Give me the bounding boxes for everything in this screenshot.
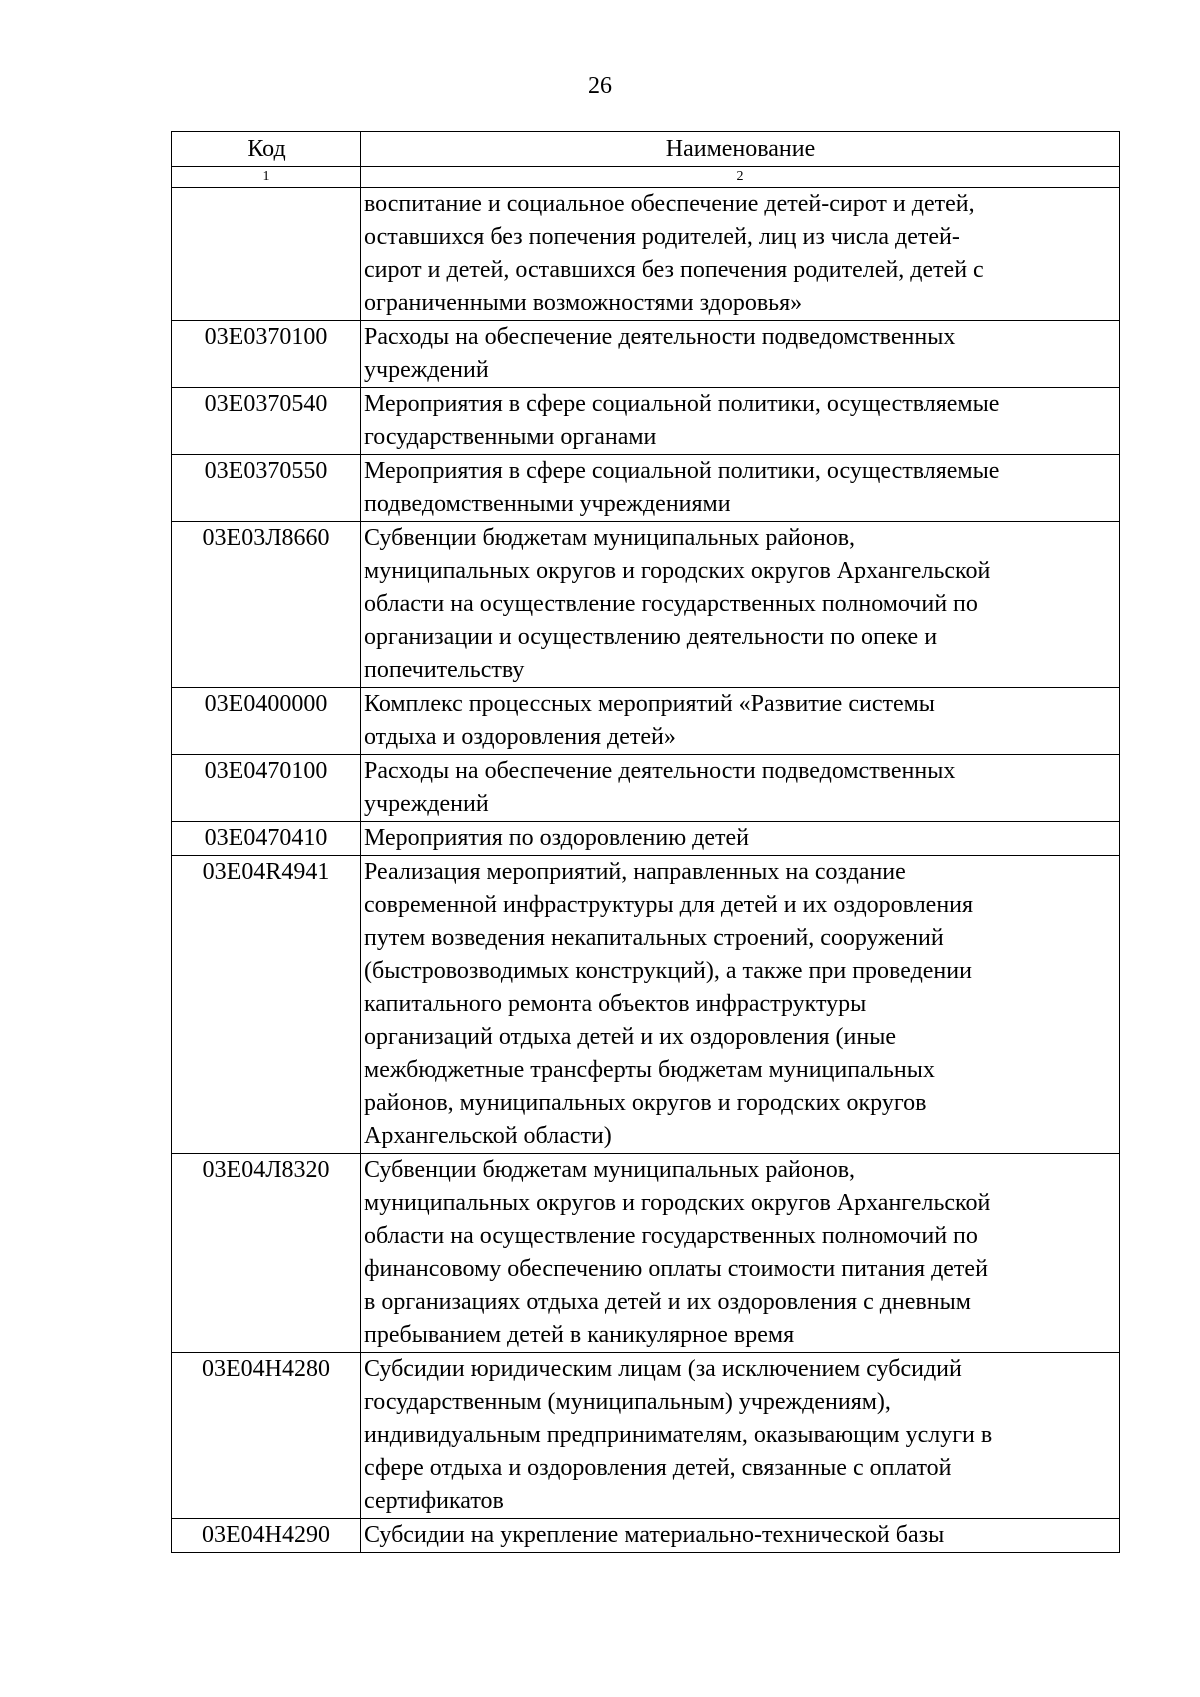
row-name-line: учреждений	[364, 791, 489, 817]
row-code: 03Е0400000	[172, 688, 361, 755]
row-code: 03Е0370550	[172, 455, 361, 522]
row-name	[361, 822, 1120, 856]
row-name	[361, 522, 1120, 688]
row-name-line: попечительству	[364, 657, 525, 683]
row-code: 03Е04R4941	[172, 856, 361, 1154]
column-number-2: 2	[361, 167, 1120, 188]
table-row	[172, 188, 1120, 321]
row-name-line: Архангельской области)	[364, 1123, 612, 1149]
row-name-line: муниципальных округов и городских округов Архангельской	[364, 558, 991, 584]
row-code: 03Е04Л8320	[172, 1154, 361, 1353]
row-code	[172, 188, 361, 321]
row-name-line: области на осуществление государственных полномочий по	[364, 591, 978, 617]
row-name-line: межбюджетные трансферты бюджетам муниципальных	[364, 1057, 935, 1083]
row-name	[361, 188, 1120, 321]
row-code: 03Е0370540	[172, 388, 361, 455]
row-name	[361, 388, 1120, 455]
row-name-line: Субсидии юридическим лицам (за исключением субсидий	[364, 1356, 962, 1382]
row-code: 03Е03Л8660	[172, 522, 361, 688]
row-name	[361, 755, 1120, 822]
row-name-line: организации и осуществлению деятельности по опеке и	[364, 624, 938, 650]
row-name-line: оставшихся без попечения родителей, лиц из числа детей-	[364, 224, 960, 250]
table-row	[172, 688, 1120, 755]
row-name-line: ограниченными возможностями здоровья»	[364, 290, 803, 316]
row-name-line: Мероприятия в сфере социальной политики, осуществляемые	[364, 458, 1000, 484]
row-name-line: Расходы на обеспечение деятельности подведомственных	[364, 324, 956, 350]
row-name-line: индивидуальным предпринимателям, оказывающим услуги в	[364, 1422, 993, 1448]
row-code: 03Е0370100	[172, 321, 361, 388]
row-name-line: Комплекс процессных мероприятий «Развитие системы	[364, 691, 935, 717]
table-row	[172, 522, 1120, 688]
row-name	[361, 455, 1120, 522]
table-row	[172, 856, 1120, 1154]
column-number-1: 1	[172, 167, 361, 188]
row-name-line: финансовому обеспечению оплаты стоимости питания детей	[364, 1256, 988, 1282]
row-name-line: сирот и детей, оставшихся без попечения родителей, детей с	[364, 257, 984, 283]
row-name-line: капитального ремонта объектов инфраструктуры	[364, 991, 867, 1017]
row-name-line: Реализация мероприятий, направленных на создание	[364, 859, 906, 885]
row-code: 03Е04Н4290	[172, 1519, 361, 1553]
row-name-line: (быстровозводимых конструкций), а также при проведении	[364, 958, 972, 984]
row-name-line: учреждений	[364, 357, 489, 383]
row-code: 03Е0470410	[172, 822, 361, 856]
table-row	[172, 1353, 1120, 1519]
row-name-line: пребыванием детей в каникулярное время	[364, 1322, 795, 1348]
table-row	[172, 1519, 1120, 1553]
row-code: 03Е04Н4280	[172, 1353, 361, 1519]
row-name-line: Расходы на обеспечение деятельности подведомственных	[364, 758, 956, 784]
row-name	[361, 688, 1120, 755]
row-name-line: в организациях отдыха детей и их оздоровления с дневным	[364, 1289, 971, 1315]
row-name-line: сертификатов	[364, 1488, 504, 1514]
table-row	[172, 321, 1120, 388]
row-name	[361, 856, 1120, 1154]
row-name-line: воспитание и социальное обеспечение детей-сирот и детей,	[364, 191, 975, 217]
row-name-line: Субвенции бюджетам муниципальных районов,	[364, 525, 856, 551]
row-name-line: Субвенции бюджетам муниципальных районов,	[364, 1157, 856, 1183]
table-row	[172, 822, 1120, 856]
row-name	[361, 1519, 1120, 1553]
page-number: 26	[588, 73, 612, 99]
row-name-line: подведомственными учреждениями	[364, 491, 731, 517]
row-name-line: сфере отдыха и оздоровления детей, связанные с оплатой	[364, 1455, 952, 1481]
row-name-line: Мероприятия по оздоровлению детей	[364, 825, 749, 851]
table-row	[172, 455, 1120, 522]
row-code: 03Е0470100	[172, 755, 361, 822]
row-name	[361, 321, 1120, 388]
header-code: Код	[172, 132, 361, 167]
table-row	[172, 1154, 1120, 1353]
row-name-line: современной инфраструктуры для детей и их оздоровления	[364, 892, 974, 918]
row-name-line: путем возведения некапитальных строений, сооружений	[364, 925, 944, 951]
budget-code-table	[171, 131, 1120, 1553]
row-name-line: области на осуществление государственных полномочий по	[364, 1223, 978, 1249]
row-name-line: Мероприятия в сфере социальной политики, осуществляемые	[364, 391, 1000, 417]
row-name	[361, 1353, 1120, 1519]
table-row	[172, 388, 1120, 455]
header-name: Наименование	[361, 132, 1120, 167]
row-name-line: районов, муниципальных округов и городских округов	[364, 1090, 927, 1116]
row-name-line: организаций отдыха детей и их оздоровления (иные	[364, 1024, 896, 1050]
column-number-row	[172, 167, 1120, 188]
row-name-line: муниципальных округов и городских округов Архангельской	[364, 1190, 991, 1216]
row-name	[361, 1154, 1120, 1353]
row-name-line: государственным (муниципальным) учреждениям),	[364, 1389, 891, 1415]
table-header-row	[172, 132, 1120, 167]
table-row	[172, 755, 1120, 822]
row-name-line: государственными органами	[364, 424, 657, 450]
row-name-line: отдыха и оздоровления детей»	[364, 724, 676, 750]
row-name-line: Субсидии на укрепление материально-технической базы	[364, 1522, 945, 1548]
